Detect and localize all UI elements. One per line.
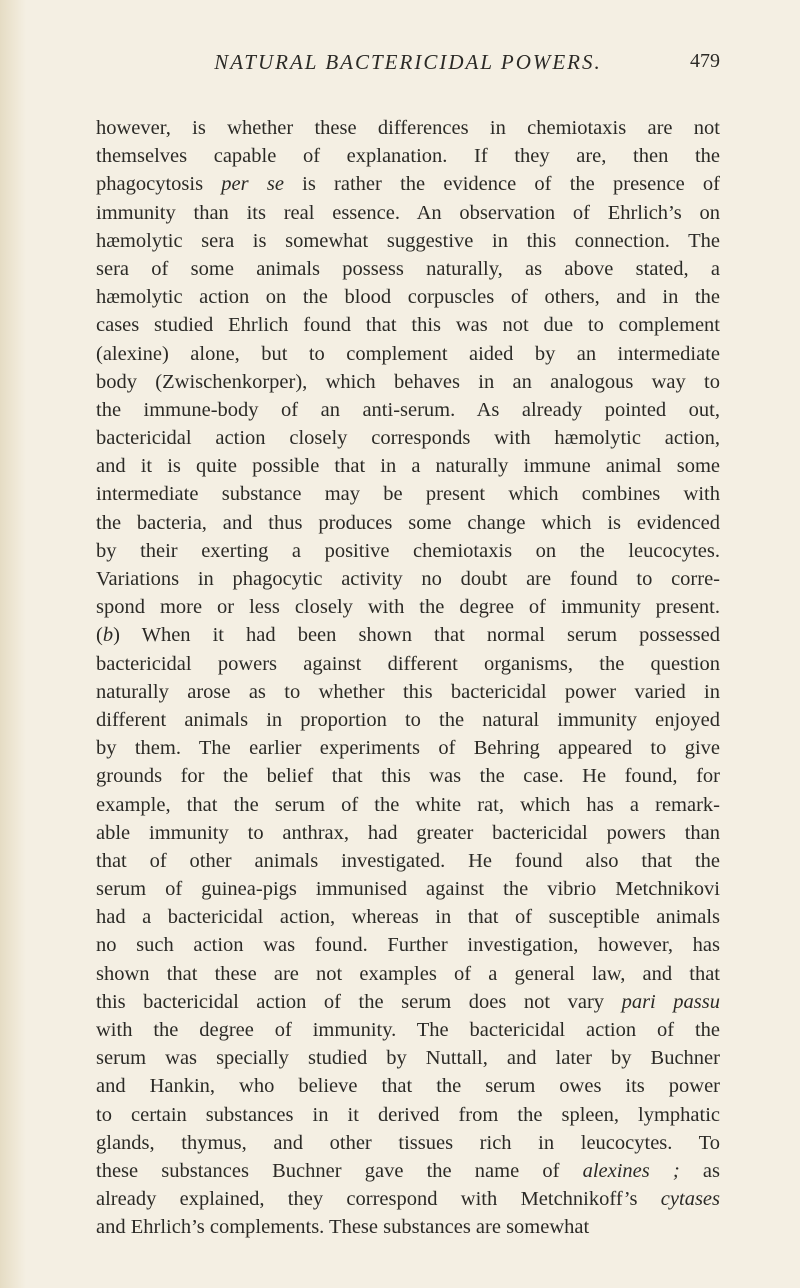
text-line	[96, 565, 720, 593]
text-segment: as	[679, 1159, 720, 1182]
text-line	[96, 1016, 720, 1044]
text-line	[96, 283, 720, 311]
italic-text: alexines ;	[582, 1159, 680, 1182]
text-line	[96, 227, 720, 255]
text-segment: this bactericidal action of the serum does not vary	[96, 990, 622, 1013]
text-line	[96, 452, 720, 480]
text-line	[96, 678, 720, 706]
text-segment: ) When it had been shown that normal serum possessed	[113, 624, 720, 647]
text-segment: with the degree of immunity. The bactericidal action of the	[96, 1019, 720, 1041]
text-segment: (alexine) alone, but to complement aided by an intermediate	[96, 342, 720, 365]
text-segment: and Hankin, who believe that the serum owes its power	[96, 1075, 720, 1098]
text-line	[96, 762, 720, 790]
text-segment: bactericidal powers against different organisms, the question	[96, 652, 720, 675]
text-segment: (	[96, 624, 103, 647]
text-segment: these substances Buchner gave the name of	[96, 1159, 583, 1182]
text-segment: cases studied Ehrlich found that this was not due to complement	[96, 314, 720, 337]
text-segment: to certain substances in it derived from the spleen, lymphatic	[96, 1103, 720, 1126]
text-segment: different animals in proportion to the natural immunity enjoyed	[96, 708, 720, 731]
page-header	[96, 50, 720, 86]
body-text	[96, 114, 720, 1242]
text-segment: body (Zwischenkorper), which behaves in an analogous way to	[96, 370, 720, 393]
text-line	[96, 706, 720, 734]
text-segment: able immunity to anthrax, had greater bactericidal powers than	[96, 821, 720, 844]
text-segment: bactericidal action closely corresponds with hæmolytic action,	[96, 427, 720, 450]
text-segment: the immune-body of an anti-serum. As already pointed out,	[96, 398, 720, 421]
italic-text: per se	[221, 173, 284, 196]
text-line	[96, 988, 720, 1016]
text-line	[96, 509, 720, 537]
text-segment: already explained, they correspond with Metchnikoff’s	[96, 1188, 661, 1211]
text-segment: the bacteria, and thus produces some change which is evidenced	[96, 511, 720, 534]
text-line	[96, 340, 720, 368]
text-line	[96, 142, 720, 170]
text-line	[96, 1101, 720, 1129]
text-line	[96, 1213, 720, 1241]
text-segment: by them. The earlier experiments of Behring appeared to give	[96, 737, 720, 760]
text-line	[96, 396, 720, 424]
text-line	[96, 199, 720, 227]
text-line	[96, 1072, 720, 1100]
text-line	[96, 1044, 720, 1072]
text-line	[96, 1185, 720, 1213]
text-line	[96, 114, 720, 142]
text-segment: shown that these are not examples of a general law, and that	[96, 962, 720, 985]
text-line	[96, 311, 720, 339]
italic-text: b	[102, 624, 114, 647]
text-segment: is rather the evidence of the presence of	[283, 173, 721, 196]
text-line	[96, 368, 720, 396]
text-segment: phagocytosis	[96, 173, 222, 196]
text-line	[96, 1129, 720, 1157]
text-line	[96, 931, 720, 959]
text-segment: intermediate substance may be present which combines with	[96, 483, 720, 506]
text-line	[96, 819, 720, 847]
text-segment: serum of guinea-pigs immunised against the vibrio Metchnikovi	[96, 878, 720, 901]
italic-text: cytases	[660, 1188, 720, 1211]
text-line	[96, 734, 720, 762]
text-line	[96, 650, 720, 678]
text-segment: sera of some animals possess naturally, as above stated, a	[96, 257, 720, 280]
text-segment: had a bactericidal action, whereas in that of susceptible animals	[96, 906, 720, 929]
text-line	[96, 593, 720, 621]
text-segment: hæmolytic action on the blood corpuscles of others, and in the	[96, 286, 720, 309]
text-line	[96, 960, 720, 988]
text-line	[96, 875, 720, 903]
text-segment: and it is quite possible that in a naturally immune animal some	[96, 455, 720, 478]
text-line	[96, 537, 720, 565]
text-segment: Variations in phagocytic activity no doubt are found to corre-	[96, 568, 720, 590]
text-segment: hæmolytic sera is somewhat suggestive in this connection. The	[96, 229, 720, 252]
text-line	[96, 255, 720, 283]
text-segment: grounds for the belief that this was the case. He found, for	[96, 765, 720, 788]
text-segment: themselves capable of explanation. If they are, then the	[96, 145, 720, 168]
text-segment: no such action was found. Further investigation, however, has	[96, 934, 720, 957]
text-line	[96, 424, 720, 452]
text-segment: and Ehrlich’s complements. These substances are somewhat	[96, 1216, 590, 1239]
text-line	[96, 903, 720, 931]
text-segment: spond more or less closely with the degree of immunity present.	[96, 596, 720, 619]
text-line	[96, 791, 720, 819]
text-segment: however, is whether these differences in chemiotaxis are not	[96, 117, 720, 139]
text-line	[96, 170, 720, 198]
text-line	[96, 480, 720, 508]
text-line	[96, 621, 720, 649]
running-head: NATURAL BACTERICIDAL POWERS.	[214, 50, 602, 74]
text-segment: glands, thymus, and other tissues rich in leucocytes. To	[96, 1131, 720, 1154]
text-segment: naturally arose as to whether this bactericidal power varied in	[96, 680, 720, 703]
text-segment: by their exerting a positive chemiotaxis on the leucocytes.	[96, 539, 720, 562]
text-line	[96, 847, 720, 875]
text-segment: example, that the serum of the white rat, which has a remark-	[96, 793, 720, 816]
italic-text: pari passu	[621, 990, 720, 1013]
page-number: 479	[690, 50, 720, 72]
page-gutter-edge	[0, 0, 26, 1288]
text-segment: serum was specially studied by Nuttall, and later by Buchner	[96, 1047, 720, 1070]
text-segment: that of other animals investigated. He found also that the	[96, 849, 720, 872]
text-segment: immunity than its real essence. An observation of Ehrlich’s on	[96, 201, 720, 224]
text-line	[96, 1157, 720, 1185]
